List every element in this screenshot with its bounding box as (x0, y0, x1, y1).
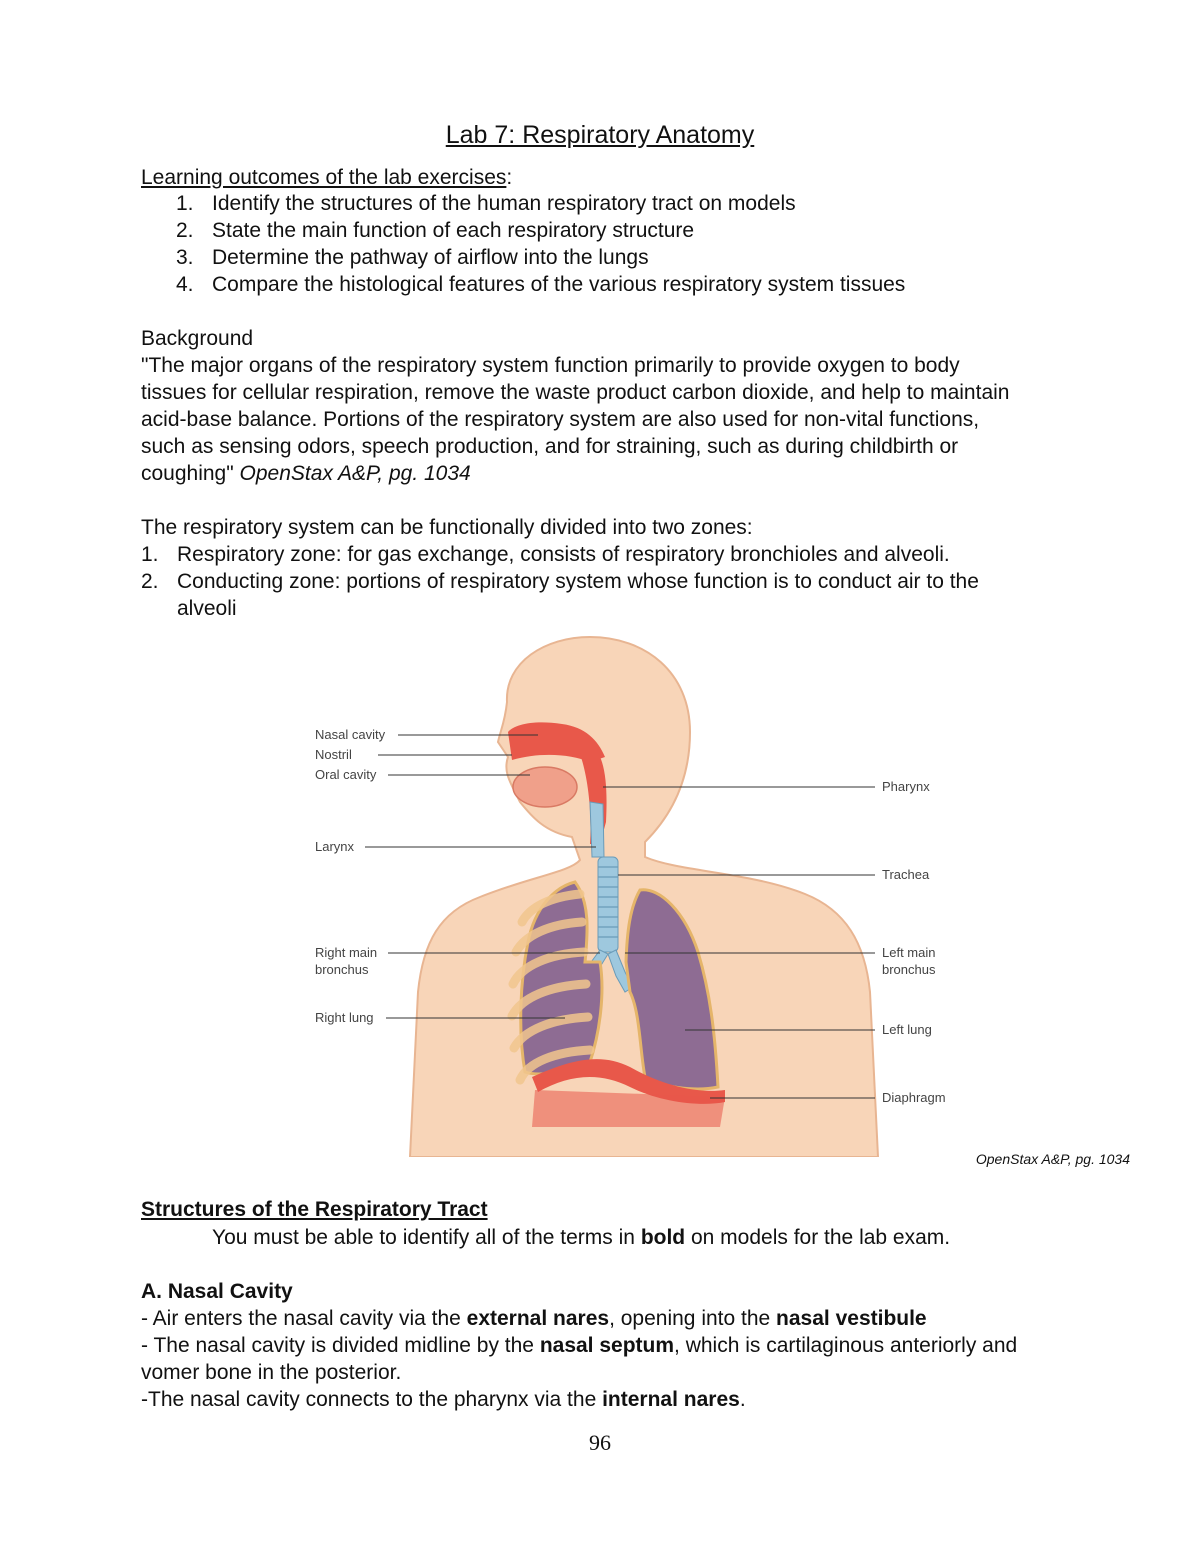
outcome-text: Determine the pathway of airflow into the lungs (212, 246, 649, 269)
background-section (141, 325, 1131, 487)
label-left-main-bronchus-2: bronchus (882, 962, 936, 977)
outcome-item: 2. State the main function of each respiratory structure (176, 219, 695, 242)
zone-text: Conducting zone: portions of respiratory system whose function is to conduct air to the (177, 570, 979, 593)
outcome-text: State the main function of each respiratory structure (212, 219, 695, 242)
outcome-text: Identify the structures of the human respiratory tract on models (212, 192, 796, 215)
zones-intro: The respiratory system can be functionally divided into two zones: (141, 516, 753, 539)
label-nostril: Nostril (315, 747, 352, 762)
label-nasal-cavity: Nasal cavity (315, 727, 386, 742)
nasal-heading: A. Nasal Cavity (141, 1280, 293, 1303)
background-quote-line: such as sensing odors, speech production, and for straining, such as during childbirth or (141, 435, 959, 458)
background-quote-line: "The major organs of the respiratory system function primarily to provide oxygen to body (141, 354, 960, 377)
term-nasal-septum: nasal septum (539, 1334, 675, 1357)
nasal-line-4: -The nasal cavity connects to the pharynx via the internal nares. (141, 1388, 746, 1411)
page-title: Lab 7: Respiratory Anatomy (445, 120, 755, 149)
label-right-main-bronchus-1: Right main (315, 945, 378, 960)
label-right-lung: Right lung (315, 1010, 374, 1025)
label-pharynx: Pharynx (882, 779, 930, 794)
label-diaphragm: Diaphragm (882, 1090, 946, 1105)
zone-text: Respiratory zone: for gas exchange, consists of respiratory bronchioles and alveoli. (177, 543, 950, 566)
trachea-shape (598, 857, 618, 952)
zone-item: 2. Conducting zone: portions of respiratory system whose function is to conduct air to the (141, 570, 979, 593)
outcome-text: Compare the histological features of the various respiratory system tissues (212, 273, 906, 296)
nasal-line-3: vomer bone in the posterior. (141, 1361, 402, 1384)
background-quote-line: acid-base balance. Portions of the respiratory system are also used for non-vital functions, (141, 408, 980, 431)
term-external-nares: external nares (466, 1307, 610, 1330)
label-left-main-bronchus-1: Left main (882, 945, 936, 960)
term-nasal-vestibule: nasal vestibule (776, 1307, 927, 1330)
outcomes-heading: Learning outcomes of the lab exercises: (141, 166, 513, 189)
background-citation: OpenStax A&P, pg. 1034 (239, 462, 471, 485)
figure-caption: OpenStax A&P, pg. 1034 (975, 1151, 1130, 1167)
label-trachea: Trachea (882, 867, 930, 882)
term-internal-nares: internal nares (602, 1388, 740, 1411)
zone-item: 1. Respiratory zone: for gas exchange, consists of respiratory bronchioles and alveoli. (141, 543, 950, 566)
page-number: 96 (589, 1430, 611, 1455)
nasal-line-1: - Air enters the nasal cavity via the external nares, opening into the nasal vestibule (141, 1307, 927, 1330)
label-left-lung: Left lung (882, 1022, 932, 1037)
note-bold: bold (640, 1226, 686, 1249)
outcome-item: 3. Determine the pathway of airflow into the lungs (176, 246, 649, 269)
respiratory-figure (300, 632, 980, 1157)
background-quote-end: coughing" (141, 462, 234, 485)
larynx-shape (590, 802, 604, 857)
zone-text: alveoli (177, 597, 237, 620)
note-pre: You must be able to identify all of the terms in (212, 1226, 641, 1249)
note-post: on models for the lab exam. (685, 1226, 951, 1249)
background-quote-line: tissues for cellular respiration, remove the waste product carbon dioxide, and help to maintain (141, 381, 1010, 404)
structures-heading: Structures of the Respiratory Tract (141, 1198, 488, 1221)
outcomes-heading-text: Learning outcomes of the lab exercises (141, 166, 507, 189)
outcome-item: 1. Identify the structures of the human respiratory tract on models (176, 192, 796, 215)
background-quote-last (141, 460, 1131, 487)
background-heading: Background (141, 327, 254, 350)
structures-note (212, 1224, 950, 1251)
outcome-item: 4. Compare the histological features of the various respiratory system tissues (176, 273, 906, 296)
label-right-main-bronchus-2: bronchus (315, 962, 369, 977)
oral-cavity-shape (513, 767, 577, 807)
nasal-line-2: - The nasal cavity is divided midline by the nasal septum, which is cartilaginous anteriorly and (141, 1334, 1018, 1357)
zones-list (141, 541, 979, 622)
label-oral-cavity: Oral cavity (315, 767, 377, 782)
label-larynx: Larynx (315, 839, 355, 854)
zone-item-cont (141, 595, 979, 622)
outcomes-list (176, 190, 905, 298)
respiratory-illustration (300, 632, 980, 1157)
